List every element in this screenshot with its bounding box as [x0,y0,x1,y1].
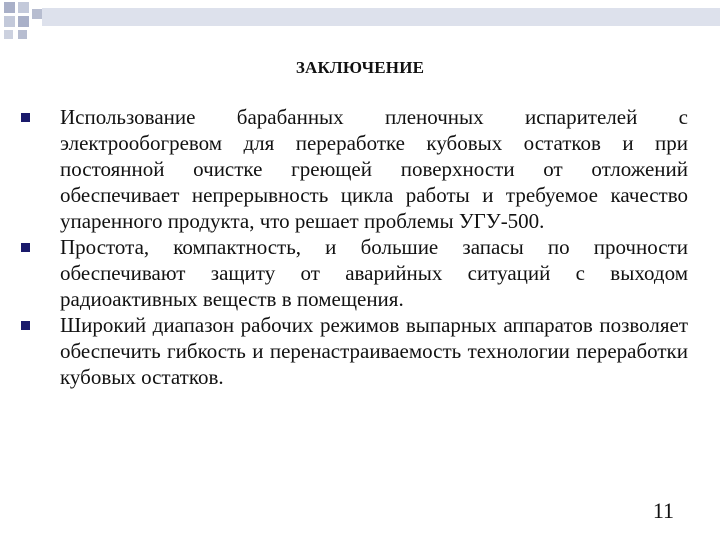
bullet-text: Широкий диапазон рабочих режимов выпарных аппаратов позволяет обеспечить гибкость и перенастраиваемость технологии переработки кубовых остатков. [60,313,688,389]
square-bullet-icon [21,113,30,122]
deco-square [18,2,29,13]
deco-square [18,30,27,39]
deco-square [4,30,13,39]
deco-square [4,16,15,27]
header-bar [42,8,720,26]
deco-square [32,9,42,19]
square-bullet-icon [21,321,30,330]
bullet-item [20,312,688,390]
bullet-item [20,104,688,234]
bullet-text: Простота, компактность, и большие запасы по прочности обеспечивают защиту от аварийных ситуаций с выходом радиоактивных веществ в помещения. [60,235,688,311]
deco-square [4,2,15,13]
page-number: 11 [652,498,674,523]
slide-title: ЗАКЛЮЧЕНИЕ [295,58,425,77]
deco-square [18,16,29,27]
square-bullet-icon [21,243,30,252]
bullet-text: Использование барабанных пленочных испарителей с электрообогревом для переработке кубовых остатков и при постоянной очистке греющей поверхности от отложений обеспечивает непрерывность цикла работы и требуемое качество упаренного продукта, что решает проблемы УГУ-500. [60,105,688,233]
bullet-item [20,234,688,312]
corner-decoration [0,0,720,40]
bullet-list [20,104,688,390]
